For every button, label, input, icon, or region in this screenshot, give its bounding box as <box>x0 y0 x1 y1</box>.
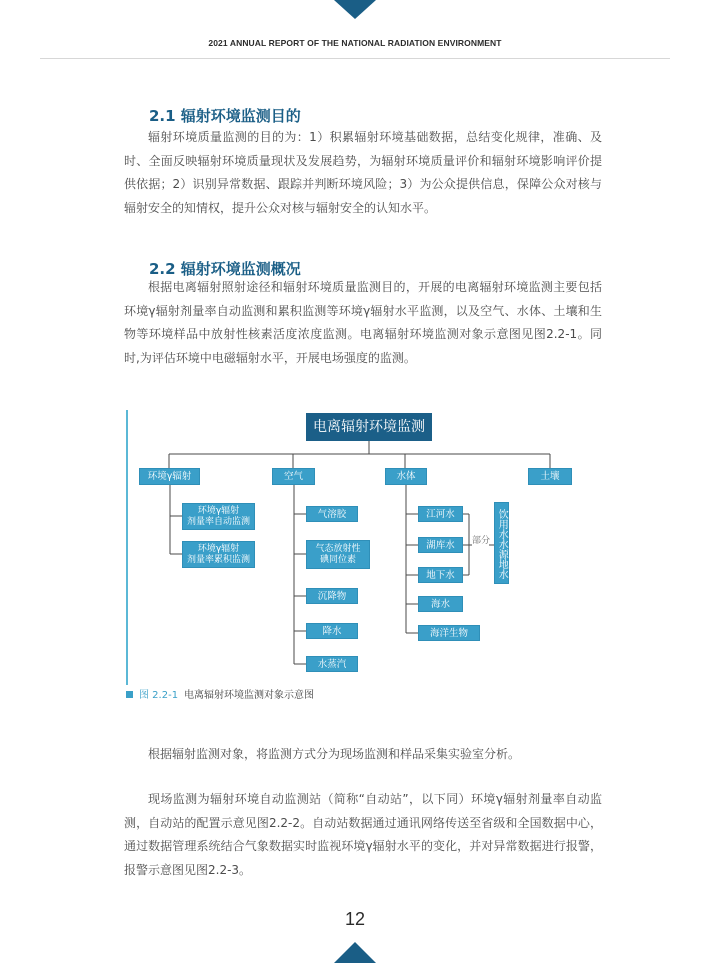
node-river-water: 江河水 <box>418 506 463 522</box>
node-marine-organisms: 海洋生物 <box>418 625 480 641</box>
node-gamma-auto: 环境γ辐射 剂量率自动监测 <box>182 503 255 530</box>
node-precipitation: 降水 <box>306 623 358 639</box>
section-2-1-body: 辐射环境质量监测的目的为：1）积累辐射环境基础数据，总结变化规律，准确、及时、全面反映辐射环境质量现状及发展趋势，为辐射环境质量评价和辐射环境影响评价提供依据；2）识别异常数据、跟踪并判断环境风险；3）为公众提供信息，保障公众对核与辐射安全的知情权，提升公众对核与辐射安全的认知水平。 <box>124 130 602 215</box>
node-water-vapor: 水蒸汽 <box>306 656 358 672</box>
node-seawater: 海水 <box>418 596 463 612</box>
node-soil: 土壤 <box>528 468 572 485</box>
diagram-root-node: 电离辐射环境监测 <box>306 413 432 441</box>
paragraph-monitoring-methods: 根据辐射监测对象，将监测方式分为现场监测和样品采集实验室分析。 <box>148 747 521 761</box>
section-2-2-body: 根据电离辐射照射途径和辐射环境质量监测目的，开展的电离辐射环境监测主要包括环境γ辐射剂量率自动监测和累积监测等环境γ辐射水平监测，以及空气、水体、土壤和生物等环境样品中放射性核素活度浓度监测。电离辐射环境监测对象示意图见图2.2-1。同时,为评估环境中电磁辐射水平，开展电场强度的监测。 <box>124 280 602 365</box>
node-water: 水体 <box>385 468 427 485</box>
figure-accent-line <box>126 410 128 685</box>
caption-text: 电离辐射环境监测对象示意图 <box>184 690 315 701</box>
node-iodine: 气态放射性 碘同位素 <box>306 540 370 569</box>
node-gamma: 环境γ辐射 <box>139 468 200 485</box>
section-2-1-title: 2.1 辐射环境监测目的 <box>149 107 301 125</box>
node-air: 空气 <box>272 468 315 485</box>
header-rule <box>40 58 670 59</box>
running-header: 2021 ANNUAL REPORT OF THE NATIONAL RADIATION ENVIRONMENT <box>208 38 502 48</box>
partial-label: 部分 <box>472 536 491 546</box>
node-groundwater: 地下水 <box>418 567 463 583</box>
node-deposition: 沉降物 <box>306 588 358 604</box>
caption-square-icon <box>126 691 133 698</box>
bottom-triangle-decoration <box>334 942 376 963</box>
page-number: 12 <box>344 909 366 929</box>
figure-caption <box>126 686 314 701</box>
top-triangle-decoration <box>334 0 376 19</box>
node-lake-water: 湖库水 <box>418 537 463 553</box>
node-aerosol: 气溶胶 <box>306 506 358 522</box>
node-gamma-cumulative: 环境γ辐射 剂量率累积监测 <box>182 541 255 568</box>
node-drinking-water-source: 饮用水水源地水 <box>494 502 509 584</box>
section-2-2-title: 2.2 辐射环境监测概况 <box>149 260 301 278</box>
paragraph-field-monitoring: 现场监测为辐射环境自动监测站（简称“自动站”，以下同）环境γ辐射剂量率自动监测，自动站的配置示意见图2.2-2。自动站数据通过通讯网络传送至省级和全国数据中心，通过数据管理系统结合气象数据实时监视环境γ辐射水平的变化，并对异常数据进行报警，报警示意图见图2.2-3。 <box>124 792 602 877</box>
caption-number: 图 2.2-1 <box>139 690 179 701</box>
